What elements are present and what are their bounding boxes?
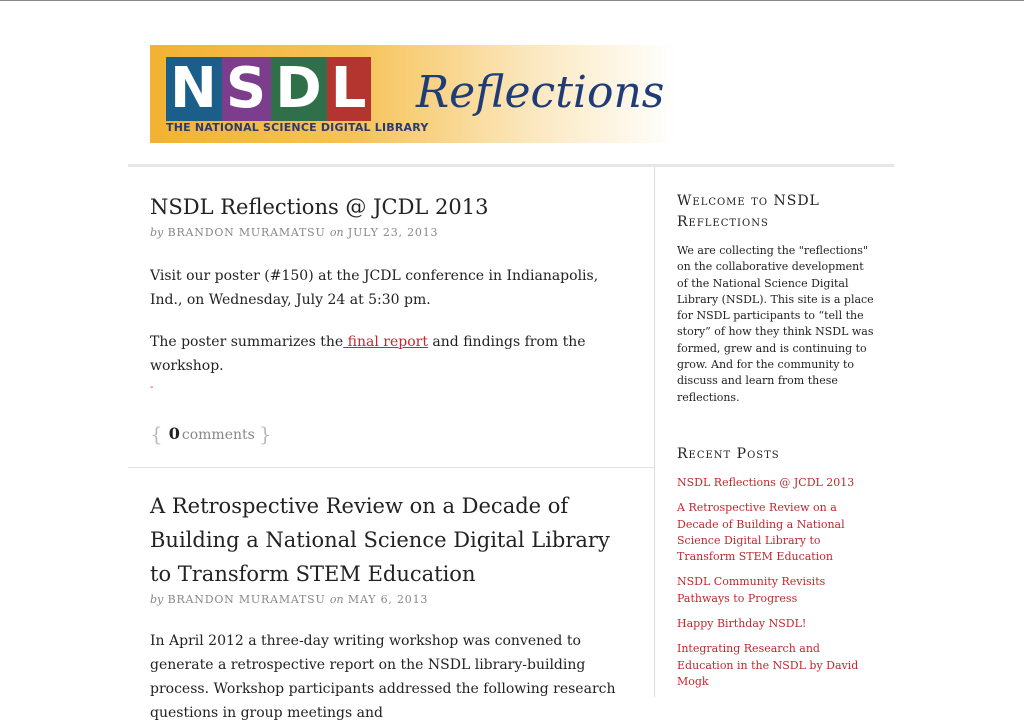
list-item bbox=[677, 574, 875, 607]
post-author-link[interactable]: BRANDON MURAMATSU bbox=[167, 593, 326, 606]
list-item bbox=[677, 641, 875, 690]
banner-title: Reflections bbox=[416, 67, 665, 118]
post bbox=[150, 489, 630, 721]
recent-post-link[interactable]: Happy Birthday NSDL! bbox=[677, 617, 807, 631]
recent-post-link[interactable]: Integrating Research and Education in the NSDL by David Mogk bbox=[677, 642, 859, 688]
header-divider bbox=[128, 164, 894, 167]
list-item bbox=[677, 475, 875, 491]
post-meta bbox=[150, 593, 630, 606]
nsdl-logo bbox=[166, 57, 371, 121]
list-item bbox=[677, 500, 875, 565]
logo-letter-n: N bbox=[166, 57, 222, 121]
final-report-link[interactable]: final report bbox=[343, 334, 428, 350]
post-paragraph: Visit our poster (#150) at the JCDL conference in Indianapolis, Ind., on Wednesday, July 24 at 5:30 pm. bbox=[150, 268, 599, 308]
logo-letter-d: D bbox=[271, 57, 326, 121]
banner-tagline: THE NATIONAL SCIENCE DIGITAL LIBRARY bbox=[166, 121, 429, 134]
meta-on: on bbox=[329, 593, 344, 606]
recent-posts-heading: Recent Posts bbox=[677, 445, 780, 462]
post-meta bbox=[150, 226, 630, 239]
logo-letter-s: S bbox=[222, 57, 271, 121]
post-divider bbox=[128, 467, 654, 468]
welcome-heading: Welcome to NSDL Reflections bbox=[677, 193, 820, 230]
site-banner[interactable] bbox=[150, 45, 676, 143]
recent-posts-list bbox=[677, 475, 875, 690]
comments-link[interactable] bbox=[150, 422, 272, 446]
comments-count: 0 bbox=[168, 424, 180, 443]
recent-post-link[interactable]: NSDL Reflections @ JCDL 2013 bbox=[677, 475, 855, 489]
paragraph-text: The poster summarizes the bbox=[150, 334, 344, 350]
post bbox=[150, 190, 630, 446]
meta-by: by bbox=[150, 226, 164, 239]
list-item bbox=[677, 616, 875, 632]
recent-post-link[interactable]: A Retrospective Review on a Decade of Building a National Science Digital Library to Transform STEM Education bbox=[677, 501, 845, 564]
brace-close: } bbox=[258, 422, 272, 446]
brace-open: { bbox=[150, 422, 163, 446]
welcome-text: We are collecting the "reflections" on the collaborative development of the National Science Digital Library (NSDL). This site is a place for NSDL participants to “tell the story” of how they think NSDL was formed, grew and is continuing to grow. And for the community to discuss and learn from these reflections. bbox=[677, 244, 874, 404]
sidebar bbox=[677, 191, 875, 699]
column-divider bbox=[654, 167, 655, 697]
paragraph-text: and findings from the workshop. bbox=[150, 334, 586, 374]
post-paragraph: In April 2012 a three-day writing workshop was convened to generate a retrospective report on the NSDL library-building process. Workshop participants addressed the following research questions in group meetings and bbox=[150, 633, 616, 721]
post-title-link[interactable]: A Retrospective Review on a Decade of Building a National Science Digital Library to Transform STEM Education bbox=[150, 494, 610, 586]
post-date: JULY 23, 2013 bbox=[347, 226, 439, 239]
logo-letter-l: L bbox=[327, 57, 372, 121]
post-date: MAY 6, 2013 bbox=[347, 593, 429, 606]
meta-on: on bbox=[329, 226, 344, 239]
comments-label: comments bbox=[181, 427, 255, 443]
post-title-link[interactable]: NSDL Reflections @ JCDL 2013 bbox=[150, 195, 489, 219]
post-paragraph bbox=[150, 330, 630, 378]
post-author-link[interactable]: BRANDON MURAMATSU bbox=[167, 226, 326, 239]
meta-by: by bbox=[150, 593, 164, 606]
post-separator-mark: - bbox=[150, 382, 154, 393]
recent-post-link[interactable]: NSDL Community Revisits Pathways to Progress bbox=[677, 575, 826, 605]
